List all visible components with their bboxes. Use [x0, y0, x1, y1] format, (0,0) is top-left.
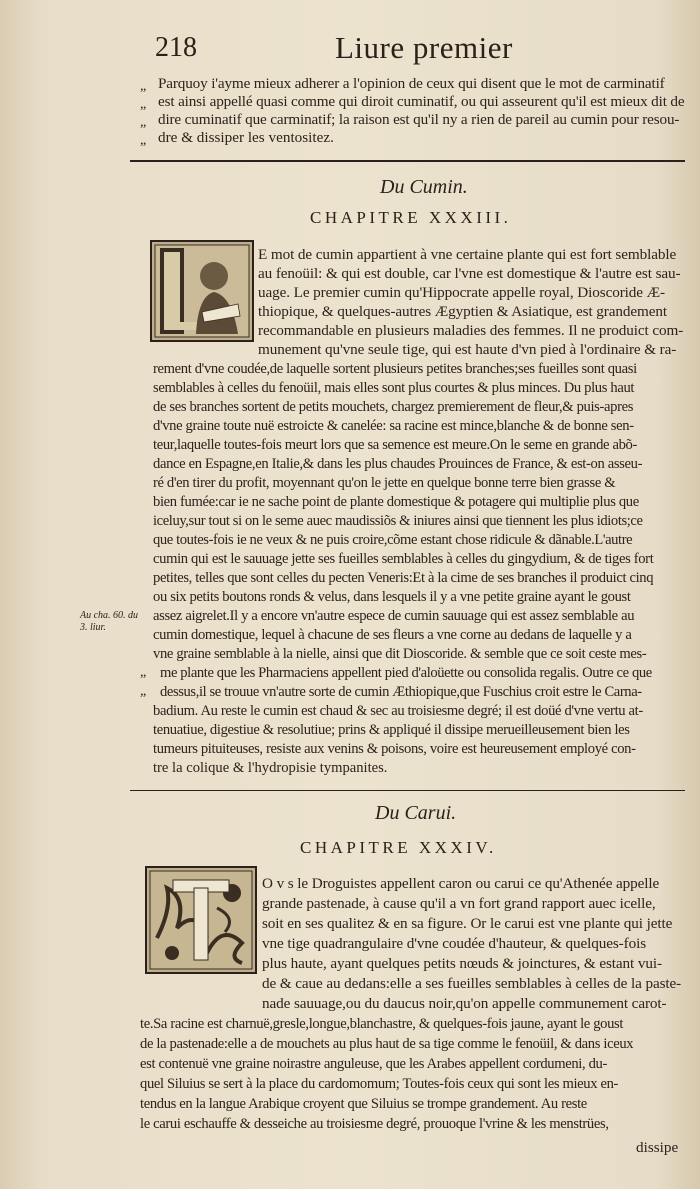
text-line: grande pastenade, à cause qu'il a vn fort grand rapport auec icelle, [262, 895, 656, 912]
text-line: uage. Le premier cumin qu'Hippocrate appelle royal, Dioscoride Æ- [258, 284, 665, 301]
quote-mark: „ [140, 115, 147, 130]
text-line: dance en Espagne,en Italie,& dans les plus chaudes Prouinces de France, & est-on asseu- [153, 456, 643, 472]
text-line: d'vne graine toute nuë estroicte & canelée: sa racine est mince,blanche & de bonne sen- [153, 418, 634, 434]
quote-mark: „ [140, 665, 147, 680]
text-line: vne tige quadrangulaire d'vne coudée d'hauteur, & quelques-fois [262, 935, 647, 952]
text-line: te.Sa racine est charnuë,gresle,longue,blanchastre, & quelques-fois jaune, ayant le goust [140, 1016, 624, 1032]
decorated-initial-T [145, 866, 257, 974]
text-line: nade sauuage,ou du daucus noir,qu'on appelle communement carot- [262, 995, 667, 1012]
text-line: tendus en la langue Arabique croyent que Siluius se trompe grandement. Au reste [140, 1096, 587, 1112]
text-line: est contenuë vne graine noirastre anguleuse, que les Arabes appellent cordumeni, du- [140, 1056, 608, 1072]
text-line: soit en ses qualitez & en sa figure. Or le carui est vne plante qui jette [262, 915, 673, 932]
catchword: dissipe [636, 1139, 679, 1156]
section-title-cumin: Du Cumin. [380, 176, 468, 198]
decorated-initial-L [150, 240, 254, 342]
ornamental-initial-icon [147, 868, 255, 972]
portrait-initial-icon [152, 242, 252, 340]
text-line: iceluy,sur tout si on le seme auec maudissiõs & iniures ainsi que tiennent les plus idiots;ce [153, 513, 643, 529]
chapter-heading-xxxiv: CHAPITRE XXXIV. [300, 838, 497, 857]
intro-line: dre & dissiper les ventositez. [158, 129, 334, 146]
section-divider [130, 160, 685, 162]
text-line: teur,laquelle toutes-fois meurt lors que sa semence est meure.On le seme en grande abõ- [153, 437, 638, 453]
text-line: de ses branches sortent de petits mouchets, chargez premierement de fleur,& puis-apres [153, 399, 634, 415]
text-line: bien fumée:car ie ne sache point de plante domestique & potagere qui multiplie plus que [153, 494, 639, 510]
intro-line: Parquoy i'ayme mieux adherer a l'opinion de ceux qui disent que le mot de carminatif [158, 75, 665, 92]
text-line: tumeurs pituiteuses, resiste aux venins & poisons, voire est heureusement employé con- [153, 741, 636, 757]
text-line: rement d'vne coudée,de laquelle sortent plusieurs petites branches;ses fueilles sont quasi [153, 361, 637, 377]
section-title-carui: Du Carui. [375, 802, 457, 824]
text-line: de la pastenade:elle a de mouchets au plus haut de sa tige comme le fenoüil, & dans iceux [140, 1036, 634, 1052]
text-line: O v s le Droguistes appellent caron ou carui ce qu'Athenée appelle [262, 875, 660, 892]
intro-line: dire cuminatif que carminatif; la raison est qu'il ny a rien de pareil au cumin pour resou- [158, 111, 680, 128]
text-line: semblables à celles du fenoüil, mais elles sont plus courtes & plus minces. Du plus haut [153, 380, 635, 396]
text-line: thiopique, & quelques-autres Ægyptien & Asiatique, est grandement [258, 303, 667, 320]
quote-mark: „ [140, 684, 147, 699]
page-header [0, 22, 700, 72]
running-head: Liure premier [335, 30, 513, 65]
quote-mark: „ [140, 79, 147, 94]
quote-mark: „ [140, 133, 147, 148]
text-line: dessus,il se trouue vn'autre sorte de cumin Æthiopique,que Fuschius croit estre le Carna- [160, 684, 642, 700]
text-line: assez aigrelet.Il y a encore vn'autre espece de cumin sauuage qui est assez semblable au [153, 608, 635, 624]
text-line: au fenoüil: & qui est double, car l'vne est domestique & l'autre est sau- [258, 265, 681, 282]
margin-note [80, 610, 138, 634]
text-line: tre la colique & l'hydropisie tympanites. [153, 760, 388, 776]
text-line: petites, telles que sont celles du pecten Veneris:Et à la cime de ses branches il produict cinq [153, 570, 654, 586]
text-line: recommandable en plusieurs maladies des femmes. Il ne produict com- [258, 322, 684, 339]
text-line: E mot de cumin appartient à vne certaine plante qui est fort semblable [258, 246, 677, 263]
margin-note-line: 3. liur. [80, 622, 106, 633]
text-line: munement qu'vne seule tige, qui est haute d'vn pied à l'ordinaire & ra- [258, 341, 677, 358]
text-line: ou six petits boutons ronds & velus, dans lesquels il y a vne petite graine ayant le goust [153, 589, 631, 605]
text-line: badium. Au reste le cumin est chaud & sec au troisiesme degré; il est doüé d'vne vertu at- [153, 703, 643, 719]
text-line: cumin qui est le sauuage jette ses fueilles semblables à celles du gingydium, & de tiges fort [153, 551, 654, 567]
text-line: de & caue au dedans:elle a ses fueilles semblables à celles de la paste- [262, 975, 682, 992]
section-divider [130, 790, 685, 791]
page-number: 218 [155, 32, 197, 63]
text-line: quel Siluius se sert à la place du cardomomum; Toutes-fois ceux qui sont les mieux en- [140, 1076, 619, 1092]
text-line: plus haute, ayant quelques petits nœuds & joinctures, & estant vui- [262, 955, 662, 972]
text-line: ré d'en tirer du profit, moyennant qu'on le jette en quelque bonne terre bien grasse & [153, 475, 616, 491]
chapter-heading-xxxiii: CHAPITRE XXXIII. [310, 208, 512, 227]
intro-line: est ainsi appellé quasi comme qui diroit cuminatif, ou qui asseurent qu'il est mieux dit de [158, 93, 685, 110]
quote-mark: „ [140, 97, 147, 112]
text-line: vne graine semblable à la nielle, ainsi que dit Dioscoride. & semble que ce soit ceste mes- [153, 646, 647, 662]
text-line: me plante que les Pharmaciens appellent pied d'aloüette ou consolida regalis. Outre ce que [160, 665, 652, 681]
text-line: tenuatiue, digestiue & resolutiue; prins & appliqué il dissipe merueilleusement bien les [153, 722, 630, 738]
margin-note-line: Au cha. 60. du [80, 610, 139, 621]
text-line: cumin domestique, lequel à chacune de ses fleurs a vne corne au dedans de laquelle y a [153, 627, 632, 643]
text-line: le carui eschauffe & desseiche au troisiesme degré, prouoque l'vrine & les menstrües, [140, 1116, 609, 1132]
text-line: que toutes-fois ie ne veux & ne puis croire,cõme estant chose ridicule & dãnable.L'autre [153, 532, 633, 548]
